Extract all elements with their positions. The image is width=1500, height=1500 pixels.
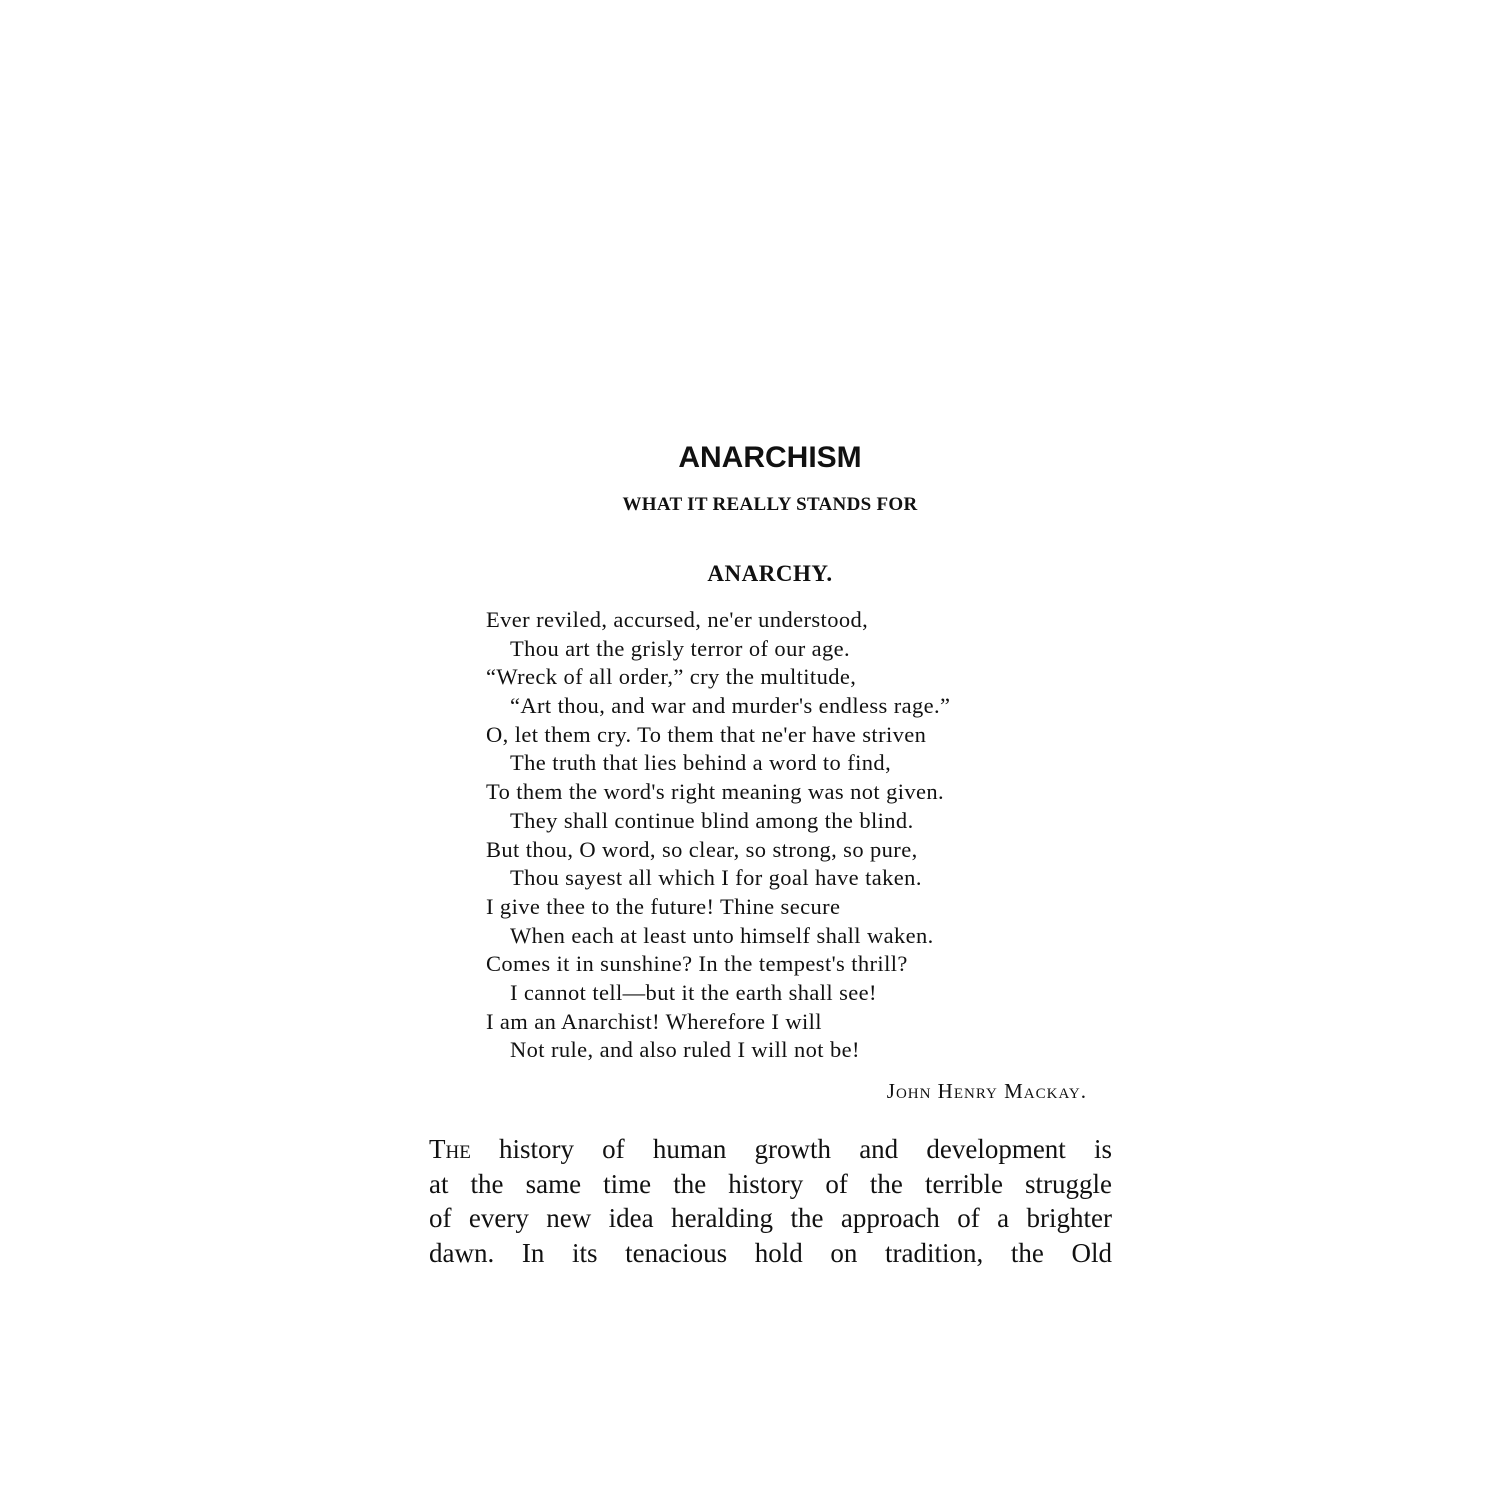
poem-line: Ever reviled, accursed, ne'er understood,	[486, 607, 869, 632]
paragraph-line	[429, 1132, 1112, 1167]
page-subtitle: WHAT IT REALLY STANDS FOR	[622, 494, 918, 515]
page-title: ANARCHISM	[678, 441, 862, 474]
body-paragraph	[429, 1132, 1112, 1270]
poem-line: “Art thou, and war and murder's endless rage.”	[510, 693, 951, 719]
poem-body	[486, 606, 1106, 1065]
drop-word: The	[429, 1134, 471, 1164]
poem-line: “Wreck of all order,” cry the multitude,	[486, 664, 857, 690]
paragraph-line: at the same time the history of the terrible struggle	[429, 1168, 1112, 1199]
poem-line: To them the word's right meaning was not given.	[486, 779, 945, 805]
paragraph-line: dawn. In its tenacious hold on tradition, the Old	[429, 1237, 1112, 1268]
poem-line: Not rule, and also ruled I will not be!	[510, 1037, 860, 1063]
poem-title: ANARCHY.	[707, 561, 833, 586]
poem-line: They shall continue blind among the blind.	[510, 807, 914, 833]
poem-attribution: John Henry Mackay.	[886, 1079, 1087, 1103]
poem-line: O, let them cry. To them that ne'er have striven	[486, 721, 927, 747]
poem-line: Thou sayest all which I for goal have taken.	[510, 865, 922, 891]
poem-line: I cannot tell—but it the earth shall see!	[510, 979, 877, 1005]
poem-line: Thou art the grisly terror of our age.	[510, 635, 851, 661]
poem-line: I am an Anarchist! Wherefore I will	[486, 1008, 822, 1034]
poem-line: But thou, O word, so clear, so strong, so pure,	[486, 836, 918, 862]
poem-line: I give thee to the future! Thine secure	[486, 893, 841, 919]
paragraph-line-text: history of human growth and development is	[470, 1134, 1112, 1164]
poem-line: The truth that lies behind a word to find,	[510, 750, 892, 776]
poem-line: When each at least unto himself shall waken.	[510, 922, 934, 948]
paragraph-line: of every new idea heralding the approach of a brighter	[429, 1203, 1112, 1233]
poem-line: Comes it in sunshine? In the tempest's thrill?	[486, 951, 908, 977]
